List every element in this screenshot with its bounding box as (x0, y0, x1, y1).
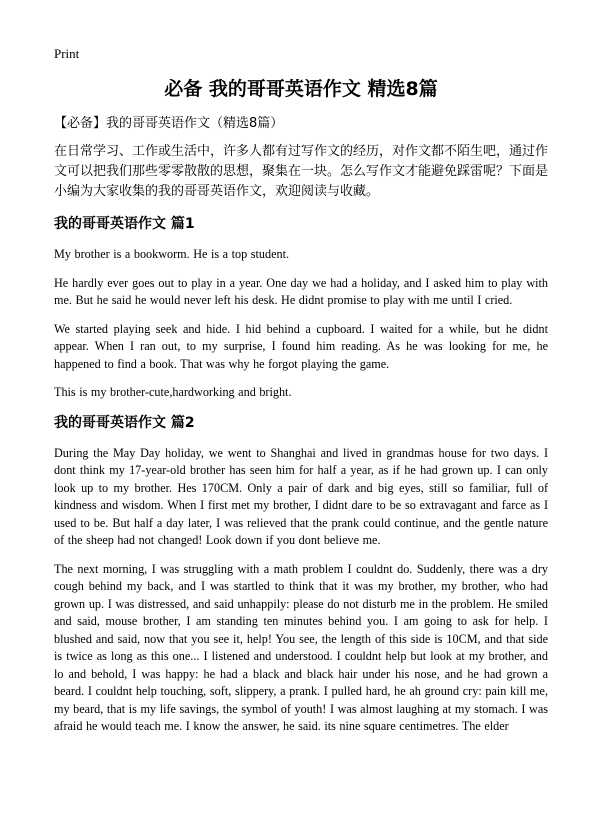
essay-paragraph: My brother is a bookworm. He is a top student. (54, 247, 290, 261)
essay-paragraph: He hardly ever goes out to play in a year. One day we had a holiday, and I asked him to play with me. But he said he would never left his desk. He didnt promise to play with me until I cried. (54, 275, 548, 307)
essay-section-1 (54, 214, 548, 402)
page-title: 必备 我的哥哥英语作文 精选8篇 (164, 78, 438, 100)
essay-paragraph: During the May Day holiday, we went to Shanghai and lived in grandmas house for two days. I dont think my 17-year-old brother has seen him for half a year, as if he had grown up. I can only look up to my brother. Hes 170CM. Only a pair of dark and big eyes, still so familiar, full of kindness and wisdom. When I first met my brother, I didnt dare to be so extravagant and farce as I used to be. But half a day later, I was relieved that the prank could continue, and the gentle nature of the sheep had not changed! Look down if you dont believe me. (54, 445, 548, 547)
print-link[interactable]: Print (54, 46, 80, 61)
essay-paragraph: The next morning, I was struggling with a math problem I couldnt do. Suddenly, there was a dry cough behind my back, and I was startled to think that it was my brother, my brother, who had grown up. I was distressed, and said unhappily: please do not disturb me in the problem. He smiled and said, mouse brother, I am standing ten minutes behind you. I am going to ask for help. I blushed and said, now that you see it, help! You see, the length of this side is 10CM, and that side is twice as long as this one... I listened and understood. I couldnt help but look at my brother, and lo and behold, I was happy: he had a black and black hair under his nose, and he had grown a beard. I couldnt help touching, soft, slippery, a prank. I pulled hard, he ah ground cry: pain kill me, my beard, that is my life savings, the symbol of youth! I was almost laughing at my stomach. I was afraid he would teach me. I know the answer, he said. its nine square centimetres. The elder (54, 561, 548, 733)
essay-section-2 (54, 413, 548, 736)
document-subtitle: 【必备】我的哥哥英语作文（精选8篇） (54, 116, 284, 131)
section-heading: 我的哥哥英语作文 篇2 (54, 414, 195, 431)
document-page (54, 46, 548, 747)
essay-paragraph: We started playing seek and hide. I hid behind a cupboard. I waited for a while, but he didnt appear. When I ran out, to my surprise, I found him reading. As he was looking for me, he happened to find a book. That was why he forgot playing the game. (54, 321, 548, 371)
intro-paragraph: 在日常学习、工作或生活中，许多人都有过写作文的经历，对作文都不陌生吧，通过作文可以把我们那些零零散散的思想，聚集在一块。怎么写作文才能避免踩雷呢？下面是小编为大家收集的我的哥哥英语作文，欢迎阅读与收藏。 (54, 144, 549, 199)
essay-paragraph: This is my brother-cute,hardworking and bright. (54, 385, 292, 399)
section-heading: 我的哥哥英语作文 篇1 (54, 216, 195, 232)
